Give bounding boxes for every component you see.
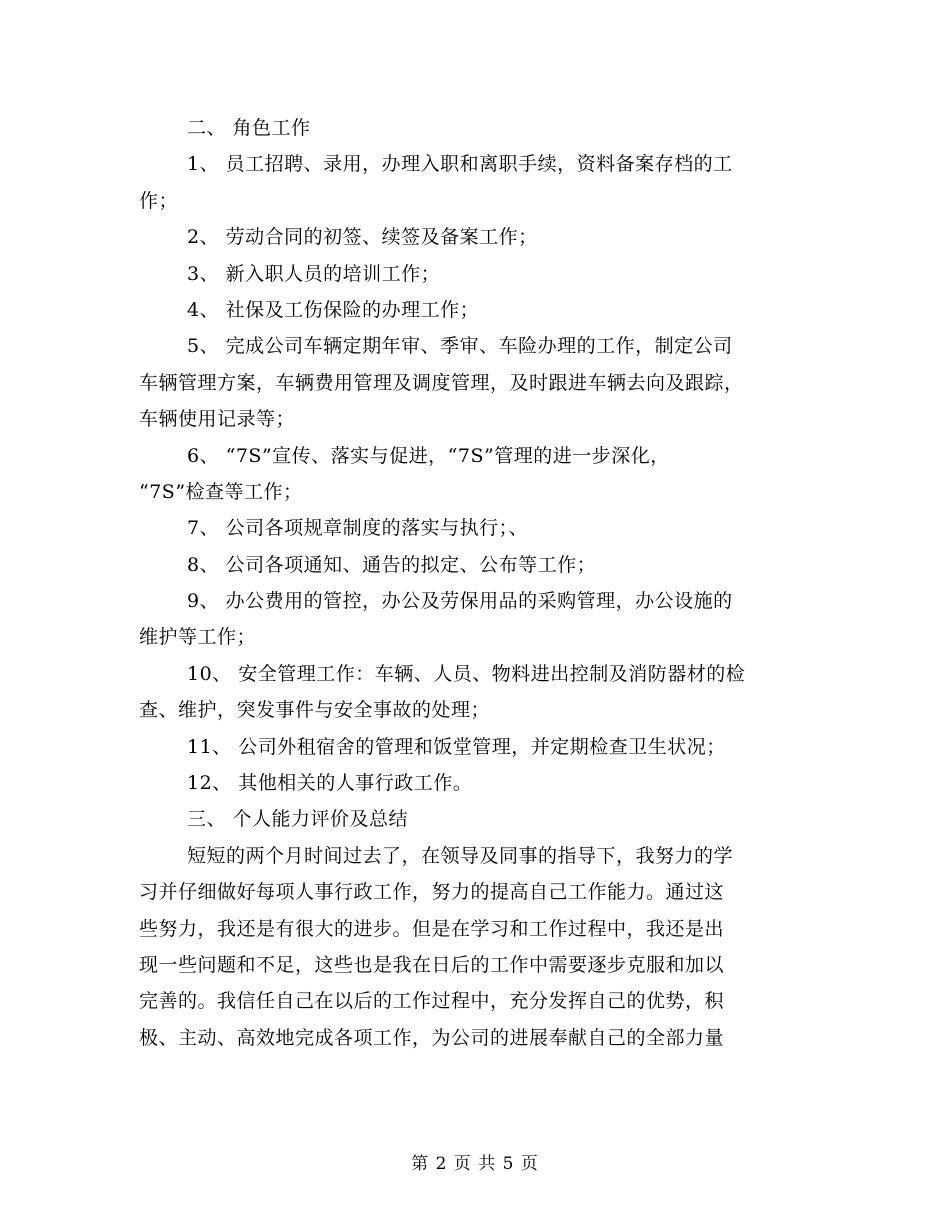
list-item-9: 9、 办公费用的管控，办公及劳保用品的采购管理，办公设施的 bbox=[187, 590, 733, 613]
summary-paragraph-line: 现一些问题和不足，这些也是我在日后的工作中需要逐步克服和加以 bbox=[139, 953, 725, 976]
page-number-footer: 第 2 页 共 5 页 bbox=[411, 1154, 539, 1174]
list-item-8: 8、 公司各项通知、通告的拟定、公布等工作； bbox=[187, 553, 597, 576]
summary-paragraph-line: 极、主动、高效地完成各项工作，为公司的进展奉献自己的全部力量 bbox=[139, 1026, 725, 1049]
list-item-3: 3、 新入职人员的培训工作； bbox=[187, 262, 441, 285]
list-item-5-continuation: 车辆使用记录等； bbox=[139, 408, 296, 431]
list-item-1-continuation: 作； bbox=[139, 189, 179, 212]
summary-paragraph-line: 短短的两个月时间过去了，在领导及同事的指导下，我努力的学 bbox=[187, 844, 734, 867]
list-item-9-continuation: 维护等工作； bbox=[139, 626, 257, 649]
list-item-5: 5、 完成公司车辆定期年审、季审、车险办理的工作，制定公司 bbox=[187, 335, 733, 358]
section-heading: 三、 个人能力评价及总结 bbox=[187, 808, 409, 831]
document-body bbox=[139, 110, 811, 1056]
list-item-1: 1、 员工招聘、录用，办理入职和离职手续，资料备案存档的工 bbox=[187, 153, 733, 176]
list-item-7: 7、 公司各项规章制度的落实与执行；、 bbox=[187, 517, 529, 540]
list-item-2: 2、 劳动合同的初签、续签及备案工作； bbox=[187, 226, 538, 249]
summary-paragraph-line: 习并仔细做好每项人事行政工作，努力的提高自己工作能力。通过这 bbox=[139, 881, 725, 904]
list-item-6-continuation: “7S”检查等工作； bbox=[139, 480, 303, 503]
summary-paragraph-line: 完善的。我信任自己在以后的工作过程中，充分发挥自己的优势，积 bbox=[139, 990, 725, 1013]
section-heading: 二、 角色工作 bbox=[187, 117, 311, 139]
list-item-11: 11、 公司外租宿舍的管理和饭堂管理，并定期检查卫生状况； bbox=[187, 735, 726, 758]
list-item-12: 12、 其他相关的人事行政工作。 bbox=[187, 772, 473, 795]
list-item-10-continuation: 查、维护，突发事件与安全事故的处理； bbox=[139, 699, 491, 722]
list-item-10: 10、 安全管理工作：车辆、人员、物料进出控制及消防器材的检 bbox=[187, 662, 746, 685]
list-item-6: 6、 “7S”宣传、落实与促进，“7S”管理的进一步深化， bbox=[187, 444, 670, 467]
list-item-4: 4、 社保及工伤保险的办理工作； bbox=[187, 298, 480, 321]
list-item-5-continuation: 车辆管理方案，车辆费用管理及调度管理，及时跟进车辆去向及跟踪， bbox=[139, 371, 744, 394]
summary-paragraph-line: 些努力，我还是有很大的进步。但是在学习和工作过程中，我还是出 bbox=[139, 917, 725, 940]
